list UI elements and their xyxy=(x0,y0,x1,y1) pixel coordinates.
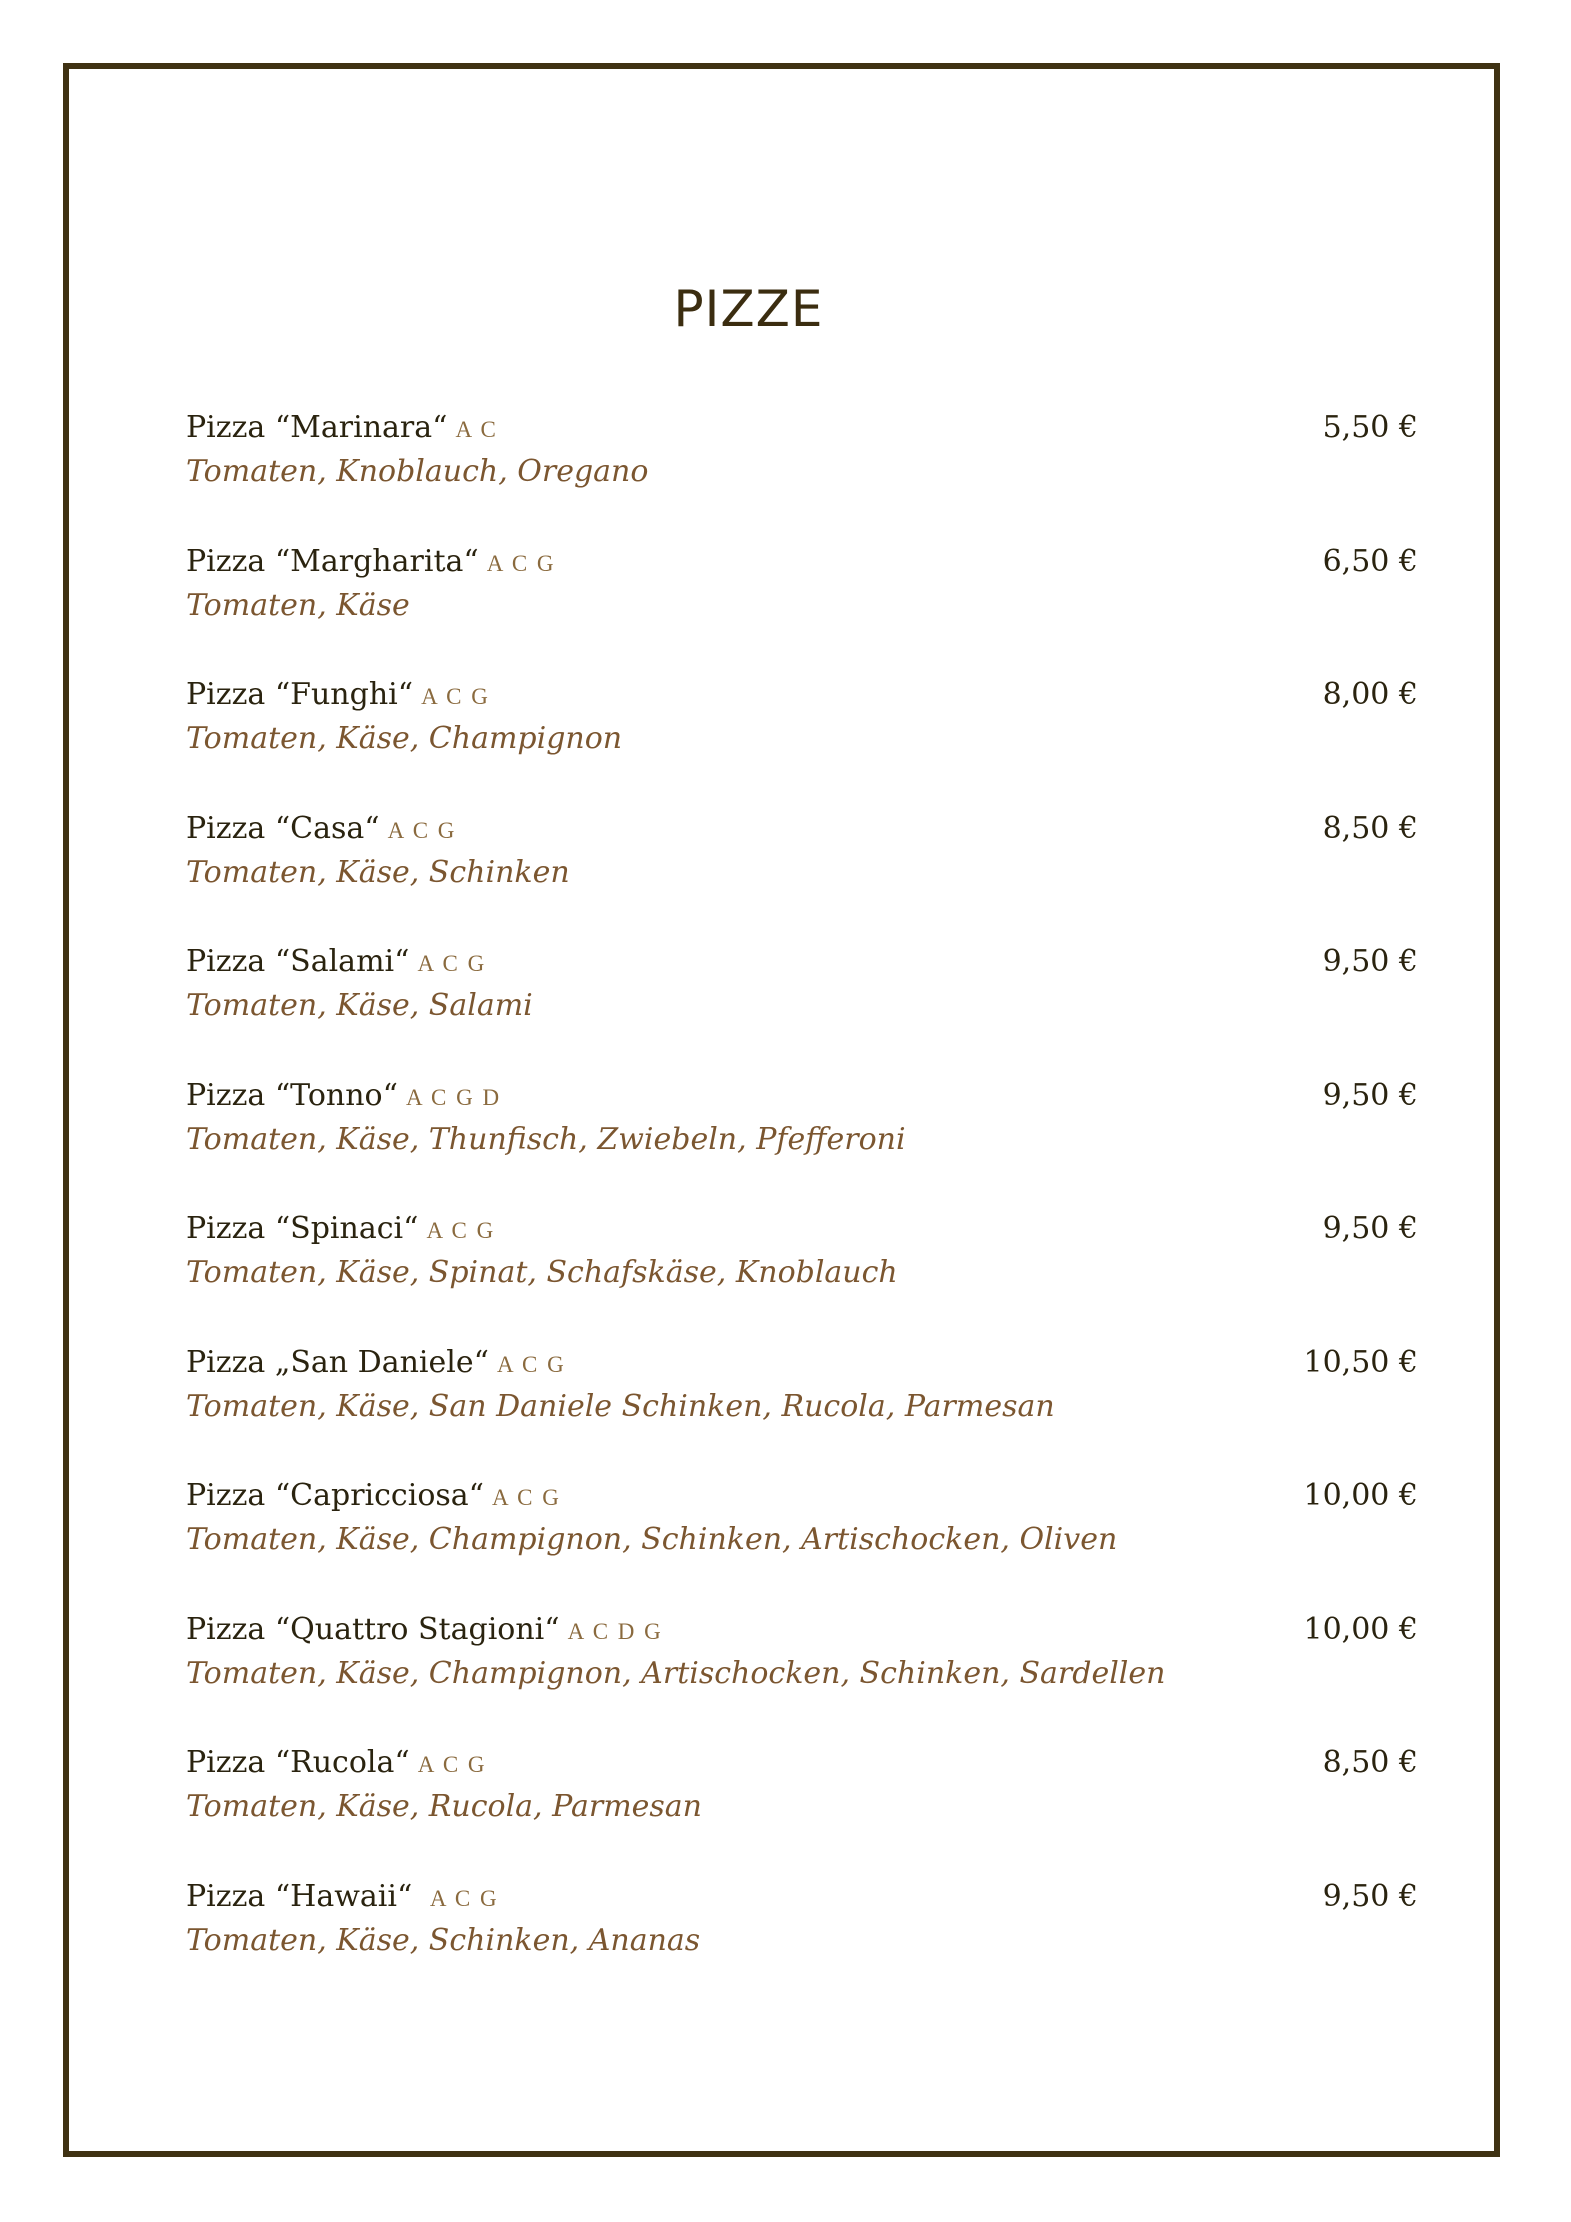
allergen-codes: A C G xyxy=(417,951,487,976)
menu-item-capricciosa xyxy=(186,1478,1418,1578)
menu-item-quattro-stagioni xyxy=(186,1612,1418,1712)
item-name: Pizza “Casa“ A C G xyxy=(186,810,457,846)
allergen-codes: A C G xyxy=(486,550,556,576)
menu-item-san-daniele xyxy=(186,1345,1418,1445)
item-description: Tomaten, Käse, Schinken xyxy=(186,854,570,890)
item-description: Tomaten, Käse, Thunfisch, Zwiebeln, Pfefferoni xyxy=(186,1121,906,1157)
page-title: PIZZE xyxy=(673,280,824,338)
menu-item-margharita xyxy=(186,544,1418,644)
item-name: Pizza “Tonno“ A C G D xyxy=(186,1077,502,1113)
item-price: 9,50 € xyxy=(1322,1077,1418,1113)
allergen-codes: A C xyxy=(455,417,498,442)
item-name: Pizza “Rucola“ A C G xyxy=(186,1745,487,1780)
item-price: 8,50 € xyxy=(1322,810,1418,846)
item-description: Tomaten, Knoblauch, Oregano xyxy=(186,454,649,489)
allergen-codes: A C G xyxy=(421,684,490,709)
item-price: 9,50 € xyxy=(1322,944,1418,979)
item-description: Tomaten, Käse, Spinat, Schafskäse, Knoblauch xyxy=(186,1255,898,1290)
allergen-codes: A C G xyxy=(426,1218,496,1243)
allergen-codes: A C G xyxy=(387,817,457,843)
menu-item-casa xyxy=(186,811,1418,911)
item-name: Pizza “Margharita“ A C G xyxy=(186,543,556,579)
item-name: Pizza „San Daniele“ A C G xyxy=(186,1344,566,1380)
menu-item-tonno xyxy=(186,1078,1418,1178)
item-description: Tomaten, Käse, Schinken, Ananas xyxy=(186,1922,701,1958)
allergen-codes: A C G xyxy=(492,1485,561,1510)
item-description: Tomaten, Käse, San Daniele Schinken, Rucola, Parmesan xyxy=(186,1388,1055,1424)
item-price: 6,50 € xyxy=(1322,543,1418,579)
item-price: 10,00 € xyxy=(1303,1478,1418,1513)
item-name: Pizza “Funghi“ A C G xyxy=(186,677,490,712)
allergen-codes: A C D G xyxy=(567,1618,663,1644)
item-name: Pizza “Capricciosa“ A C G xyxy=(186,1478,561,1513)
item-description: Tomaten, Käse xyxy=(186,587,410,623)
item-price: 10,50 € xyxy=(1303,1344,1418,1380)
item-name: Pizza “Quattro Stagioni“ A C D G xyxy=(186,1611,663,1647)
menu-item-salami xyxy=(186,944,1418,1044)
allergen-codes: A C G xyxy=(429,1885,499,1911)
menu-item-hawaii xyxy=(186,1879,1418,1979)
menu-item-funghi xyxy=(186,677,1418,777)
item-description: Tomaten, Käse, Champignon, Artischocken, Schinken, Sardellen xyxy=(186,1655,1166,1691)
item-name: Pizza “Salami“ A C G xyxy=(186,944,487,979)
item-name: Pizza “Spinaci“ A C G xyxy=(186,1211,496,1246)
item-price: 5,50 € xyxy=(1322,410,1418,445)
item-description: Tomaten, Käse, Champignon, Schinken, Artischocken, Oliven xyxy=(186,1522,1118,1557)
item-price: 8,00 € xyxy=(1322,677,1418,712)
item-description: Tomaten, Käse, Rucola, Parmesan xyxy=(186,1789,702,1824)
item-price: 8,50 € xyxy=(1322,1745,1418,1780)
menu-item-marinara xyxy=(186,410,1418,510)
item-description: Tomaten, Käse, Salami xyxy=(186,988,533,1023)
item-price: 10,00 € xyxy=(1303,1611,1418,1647)
allergen-codes: A C G D xyxy=(405,1084,502,1110)
menu-item-spinaci xyxy=(186,1211,1418,1311)
allergen-codes: A C G xyxy=(496,1351,566,1377)
item-price: 9,50 € xyxy=(1322,1878,1418,1914)
item-description: Tomaten, Käse, Champignon xyxy=(186,721,623,756)
allergen-codes: A C G xyxy=(417,1752,487,1777)
item-name: Pizza “Marinara“ A C xyxy=(186,410,498,445)
item-price: 9,50 € xyxy=(1322,1211,1418,1246)
menu-item-rucola xyxy=(186,1745,1418,1845)
item-name: Pizza “Hawaii“ A C G xyxy=(186,1878,499,1914)
